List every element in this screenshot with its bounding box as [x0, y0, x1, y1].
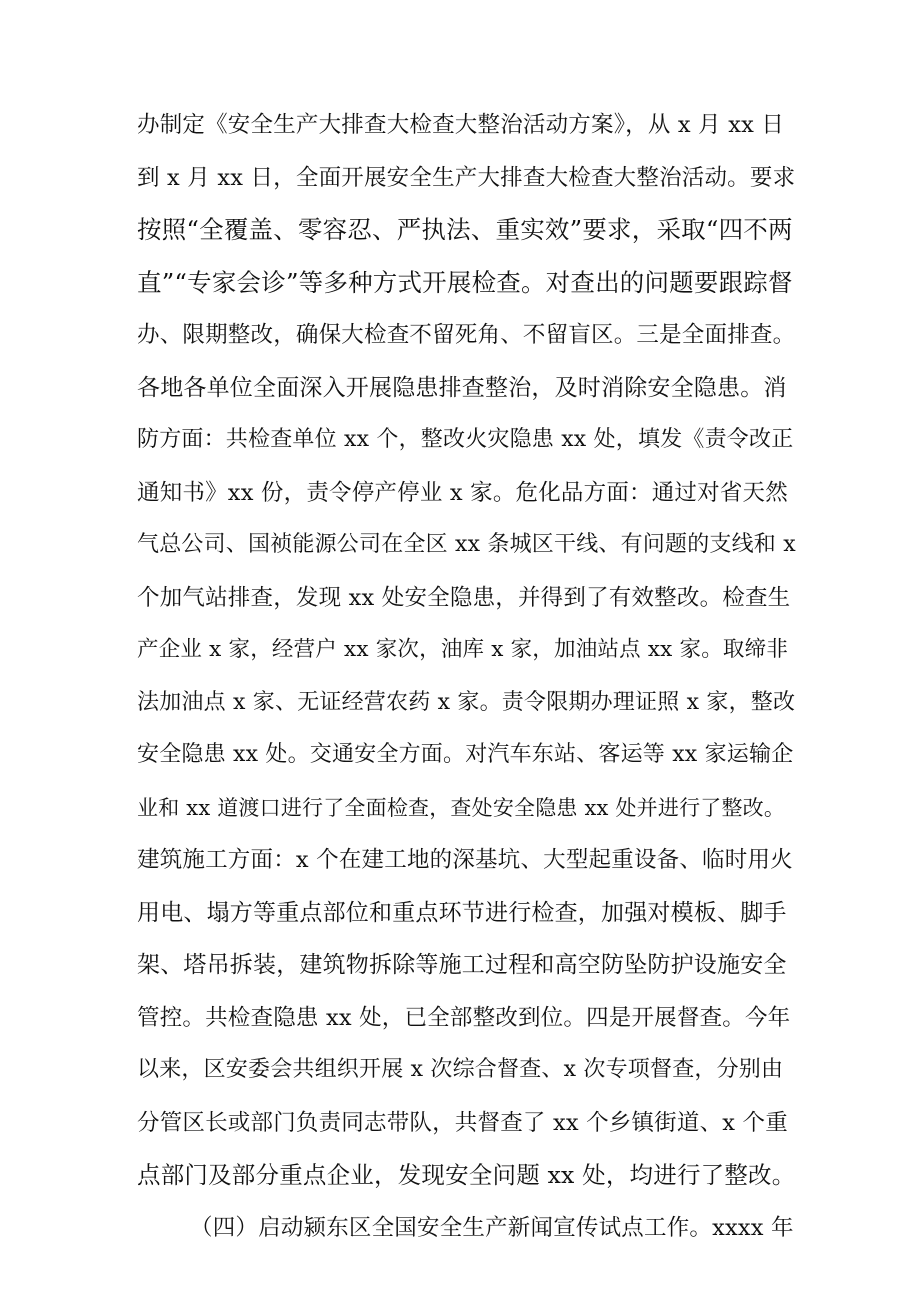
- text-line-9: 气总公司、国祯能源公司在全区 xx 条城区干线、有问题的支线和 x: [137, 532, 796, 557]
- text-line-17: 架、塔吊拆装，建筑物拆除等施工过程和高空防坠防护设施安全: [137, 952, 787, 978]
- text-line-10: 个加气站排查，发现 xx 处安全隐患，并得到了有效整改。检查生: [137, 585, 791, 611]
- text-line-18: 管控。共检查隐患 xx 处，已全部整改到位。四是开展督查。今年: [137, 1005, 791, 1031]
- section-heading-4: （四）启动颍东区全国安全生产新闻宣传试点工作。xxxx 年: [190, 1215, 794, 1241]
- text-line-3: 按照“全覆盖、零容忍、严执法、重实效”要求，采取“四不两: [137, 215, 793, 244]
- text-line-21: 点部门及部分重点企业，发现安全问题 xx 处，均进行了整改。: [137, 1161, 796, 1189]
- text-line-2: 到 x 月 xx 日，全面开展安全生产大排查大检查大整治活动。要求: [137, 165, 796, 191]
- text-line-5: 办、限期整改，确保大检查不留死角、不留盲区。三是全面排查。: [137, 322, 796, 348]
- text-line-12: 法加油点 x 家、无证经营农药 x 家。责令限期办理证照 x 家，整改: [137, 690, 796, 715]
- text-line-19: 以来，区安委会共组织开展 x 次综合督查、x 次专项督查，分别由: [137, 1057, 784, 1082]
- text-line-6: 各地各单位全面深入开展隐患排查整治，及时消除安全隐患。消: [137, 375, 787, 401]
- text-line-20: 分管区长或部门负责同志带队，共督查了 xx 个乡镇街道、x 个重: [137, 1110, 788, 1136]
- text-line-13: 安全隐患 xx 处。交通安全方面。对汽车东站、客运等 xx 家运输企: [137, 742, 794, 767]
- text-line-14: 业和 xx 道渡口进行了全面检查，查处安全隐患 xx 处并进行了整改。: [137, 796, 786, 820]
- text-line-16: 用电、塌方等重点部位和重点环节进行检查，加强对模板、脚手: [137, 900, 787, 926]
- text-line-7: 防方面：共检查单位 xx 个，整改火灾隐患 xx 处，填发《责令改正: [137, 427, 794, 452]
- text-line-8: 通知书》xx 份，责令停产停业 x 家。危化品方面：通过对省天然: [137, 480, 788, 506]
- text-line-11: 产企业 x 家，经营户 xx 家次，油库 x 家，加油站点 xx 家。取缔非: [137, 637, 789, 662]
- text-line-15: 建筑施工方面：x 个在建工地的深基坑、大型起重设备、临时用火: [137, 847, 793, 873]
- text-line-4: 直”“专家会诊”等多种方式开展检查。对查出的问题要跟踪督: [137, 268, 793, 297]
- text-line-1: 办制定《安全生产大排查大检查大整治活动方案》，从 x 月 xx 日: [137, 112, 785, 138]
